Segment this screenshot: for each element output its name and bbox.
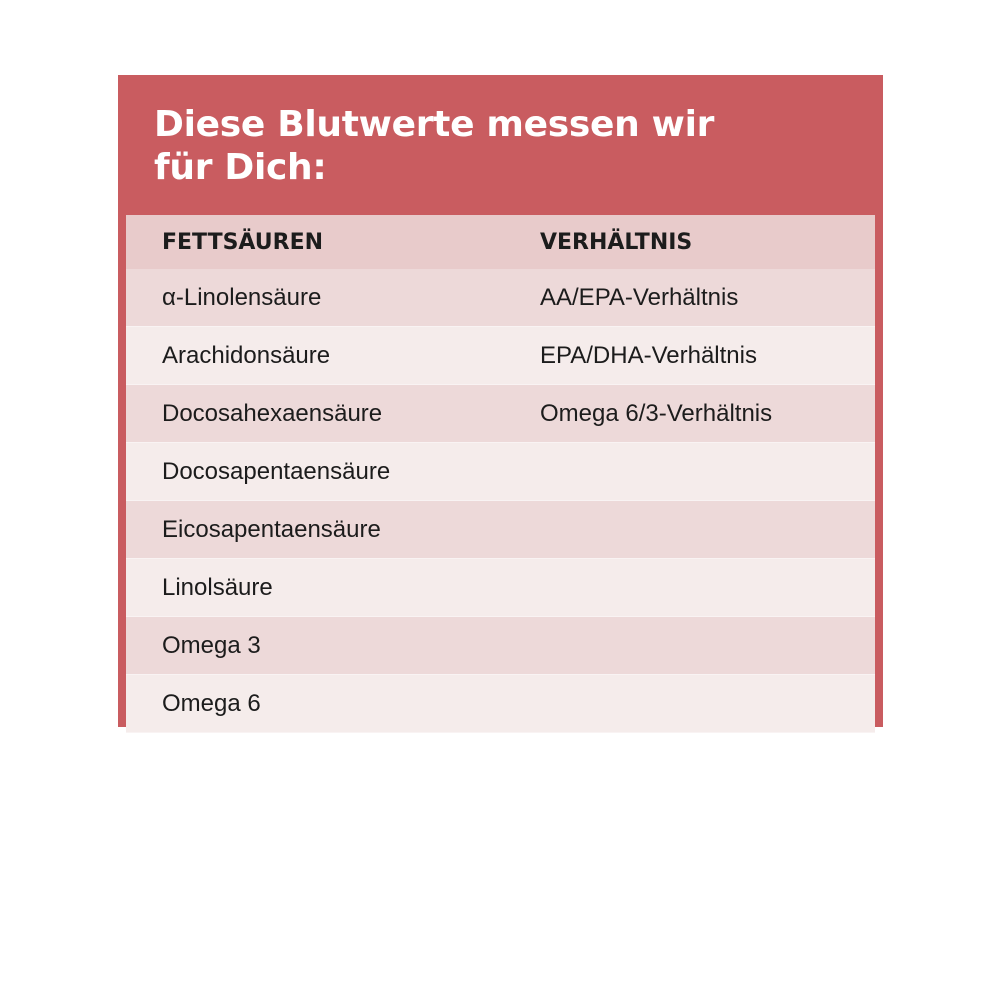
fatty-acid-cell: Arachidonsäure: [126, 327, 540, 385]
fatty-acid-cell: α-Linolensäure: [126, 269, 540, 327]
header-ratio: VERHÄLTNIS: [540, 215, 875, 269]
table-row: [126, 327, 875, 385]
table-row: [126, 617, 875, 675]
table-row: [126, 501, 875, 559]
table-row: [126, 443, 875, 501]
ratio-cell: [540, 559, 875, 617]
table-row: [126, 675, 875, 733]
ratio-cell: [540, 501, 875, 559]
fatty-acid-cell: Docosahexaensäure: [126, 385, 540, 443]
ratio-cell: [540, 443, 875, 501]
fatty-acid-cell: Docosapentaensäure: [126, 443, 540, 501]
ratio-cell: AA/EPA-Verhältnis: [540, 269, 875, 327]
fatty-acid-cell: Omega 6: [126, 675, 540, 733]
fatty-acid-cell: Linolsäure: [126, 559, 540, 617]
table-row: [126, 269, 875, 327]
blood-values-card: [118, 75, 883, 727]
table-header-row: [126, 215, 875, 269]
ratio-cell: [540, 675, 875, 733]
card-title-line-1: Diese Blutwerte messen wir: [154, 104, 715, 145]
ratio-cell: [540, 617, 875, 675]
fatty-acids-table: [126, 215, 875, 733]
table-row: [126, 385, 875, 443]
table-row: [126, 559, 875, 617]
header-fatty-acids: FETTSÄUREN: [126, 215, 540, 269]
fatty-acid-cell: Eicosapentaensäure: [126, 501, 540, 559]
fatty-acid-cell: Omega 3: [126, 617, 540, 675]
card-title: [154, 103, 714, 189]
card-title-line-2: für Dich:: [154, 147, 327, 189]
ratio-cell: Omega 6/3-Verhältnis: [540, 385, 875, 443]
ratio-cell: EPA/DHA-Verhältnis: [540, 327, 875, 385]
